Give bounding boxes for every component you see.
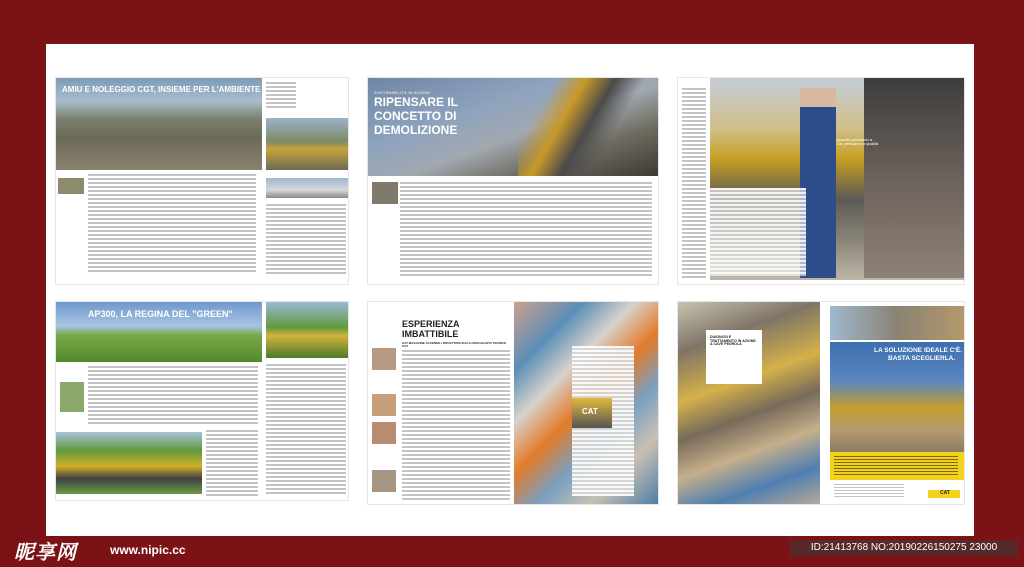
text-columns xyxy=(400,182,652,276)
plant-photo xyxy=(266,178,348,198)
text-columns-right xyxy=(206,430,258,496)
cat-logo: CAT xyxy=(582,407,598,416)
subtitle: CAT MAGAZINE ACCENDE I RIFLETTORI SULLO SPECIALISTA TECNICO CGT xyxy=(402,341,507,349)
ad-title-line-1: LA SOLUZIONE IDEALE C'È. xyxy=(874,347,962,354)
ad-title-line-2: BASTA SCEGLIERLA. xyxy=(888,355,956,362)
demolition-arm xyxy=(518,78,658,176)
diagnosi-title: DIAGNOSI E TRATTAMENTO IN AZIONE A CAVE PEDROLA xyxy=(710,335,756,347)
pull-quote: Quando pensiamo a Cat, pensiamo a qualità xyxy=(836,137,879,147)
portrait-3 xyxy=(372,422,396,444)
small-photo xyxy=(60,382,84,412)
watermark-id: ID:21413768 NO:20190226150275 23000 xyxy=(790,540,1018,556)
portrait-2 xyxy=(372,394,396,416)
spread-demolizione xyxy=(368,78,658,284)
text-column-left xyxy=(682,88,706,278)
paver-photo xyxy=(266,302,348,358)
text-columns xyxy=(88,174,256,274)
text-column-right xyxy=(266,82,296,110)
spread-ap300 xyxy=(56,302,348,500)
bulldozer-photo xyxy=(266,118,348,170)
crusher-bucket xyxy=(864,78,964,278)
portrait-1 xyxy=(372,348,396,370)
spread-esperienza xyxy=(368,302,658,504)
small-machine-photo xyxy=(58,178,84,194)
spread-title: AP300, LA REGINA DEL "GREEN" xyxy=(88,309,233,319)
spread-intervista xyxy=(678,78,964,284)
title-line-2: IMBATTIBILE xyxy=(402,329,459,339)
text-columns-middle xyxy=(710,188,806,276)
watermark-url: www.nipic.cc xyxy=(110,543,186,557)
presentation-board xyxy=(46,44,974,536)
kicker: SOSTENIBILITÀ IN AZIONE xyxy=(374,90,431,95)
ad-footer-text xyxy=(834,484,904,498)
text-columns xyxy=(88,366,258,426)
paver-photo-large xyxy=(56,432,202,494)
spread-title: AMIU E NOLEGGIO CGT, INSIEME PER L'AMBIENTE xyxy=(62,85,261,94)
title-line-1: RIPENSARE IL xyxy=(374,95,459,109)
text-columns-far-right xyxy=(266,364,346,496)
small-photo xyxy=(372,182,398,204)
spread-amiu xyxy=(56,78,348,284)
title-line-2: CONCETTO DI xyxy=(374,109,457,123)
text-column-right-low xyxy=(266,204,346,274)
title-line-3: DEMOLIZIONE xyxy=(374,123,458,137)
ad-yellow-text xyxy=(834,456,958,476)
portrait-4 xyxy=(372,470,396,492)
ad-cat-logo: CAT xyxy=(940,490,950,496)
title-line-1: ESPERIENZA xyxy=(402,319,460,329)
ad-top-photos xyxy=(830,306,964,340)
spread-pubblicita xyxy=(678,302,964,504)
text-columns xyxy=(402,350,510,500)
watermark-brand: 昵享网 xyxy=(14,542,77,564)
